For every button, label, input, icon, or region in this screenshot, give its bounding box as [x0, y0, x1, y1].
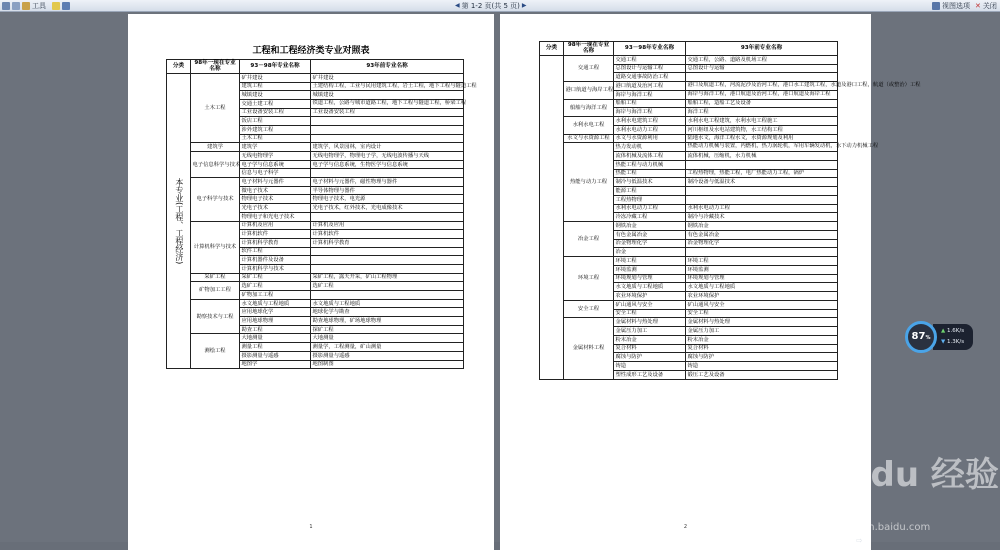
- print-icon[interactable]: [12, 2, 20, 10]
- major-93-98-cell: 钢铁冶金: [614, 222, 686, 231]
- table-row: [167, 152, 464, 161]
- major-before-93-cell: 热能动力机械与装置，内燃机，热力涡轮机，军用车辆发动机，水下动力机械工程: [686, 143, 838, 152]
- major-93-98-cell: 冶金物理化学: [614, 239, 686, 248]
- table-row: [540, 82, 838, 91]
- major-93-98-cell: 粉末冶金: [614, 335, 686, 344]
- major-93-98-cell: 港口航道及治河工程: [614, 82, 686, 91]
- major-before-93-cell: 光电子技术，红外技术，光电成像技术: [311, 204, 464, 213]
- major-before-93-cell: 船舶工程，造船工艺及设备: [686, 99, 838, 108]
- table-row: [167, 178, 464, 187]
- major-before-93-cell: 矿井建设: [311, 73, 464, 82]
- major-before-93-cell: 无线电物理学，物理电子学，无线电波传播与天线: [311, 152, 464, 161]
- group-name-cell: 电子信息科学与技术: [191, 152, 240, 178]
- group-name-cell: 土木工程: [191, 73, 240, 143]
- major-before-93-cell: 物理电子技术，电光源: [311, 195, 464, 204]
- group-name-cell: 环境工程: [564, 257, 614, 301]
- close-button[interactable]: 关闭: [982, 2, 997, 10]
- major-before-93-cell: 水文地质与工程地质: [686, 283, 838, 292]
- major-before-93-cell: 锻压工艺及设备: [686, 370, 838, 379]
- major-before-93-cell: 城镇建设: [311, 91, 464, 100]
- major-93-98-cell: 摄影测量与遥感: [240, 351, 311, 360]
- page-number-1: 1: [309, 524, 313, 530]
- header-before-93: 93年前专业名称: [311, 60, 464, 74]
- major-93-98-cell: 复合材料: [614, 344, 686, 353]
- major-before-93-cell: [686, 187, 838, 196]
- major-93-98-cell: 金属材料与热处理: [614, 318, 686, 327]
- page-arrow-icon[interactable]: ⇨: [856, 536, 863, 545]
- header-93-98: 93－98年专业名称: [614, 42, 686, 56]
- major-before-93-cell: [311, 169, 464, 178]
- table-row: [540, 55, 838, 64]
- major-before-93-cell: 铁道工程，公路与城市道路工程，地下工程与隧道工程，桥梁工程: [311, 99, 464, 108]
- major-before-93-cell: 海洋工程: [686, 108, 838, 117]
- major-before-93-cell: 勘查地球物理，矿场地球物理: [311, 317, 464, 326]
- group-name-cell: 水利水电工程: [564, 117, 614, 135]
- major-93-98-cell: 矿物加工工程: [240, 291, 311, 300]
- major-93-98-cell: 大地测量: [240, 334, 311, 343]
- major-before-93-cell: 制冷与冷藏技术: [686, 213, 838, 222]
- major-93-98-cell: 建筑学: [240, 143, 311, 152]
- major-93-98-cell: 计算机科学与技术: [240, 264, 311, 273]
- major-before-93-cell: 冶金物理化学: [686, 239, 838, 248]
- table-row: [167, 334, 464, 343]
- table-row: [167, 282, 464, 291]
- major-93-98-cell: 腐蚀与防护: [614, 353, 686, 362]
- major-93-98-cell: 无线电物理学: [240, 152, 311, 161]
- header-98-present: 98年一现在专业名称: [191, 60, 240, 74]
- header-category: 分类: [167, 60, 191, 74]
- major-93-98-cell: 海岸与海洋工程: [614, 108, 686, 117]
- major-93-98-cell: 计算机及应用: [240, 221, 311, 230]
- major-93-98-cell: 工程热物理: [614, 195, 686, 204]
- close-icon[interactable]: ✕: [975, 2, 981, 10]
- major-93-98-cell: 热能工程与动力机械: [614, 160, 686, 169]
- group-name-cell: 采矿工程: [191, 273, 240, 282]
- major-93-98-cell: 道路交通事故防治工程: [614, 73, 686, 82]
- major-before-93-cell: [686, 73, 838, 82]
- document-viewer[interactable]: [0, 12, 1000, 545]
- download-arrow-icon: ▼: [941, 339, 946, 345]
- major-93-98-cell: 应用地球物理: [240, 317, 311, 326]
- major-before-93-cell: [311, 134, 464, 143]
- toolbar-left: [2, 0, 70, 12]
- group-name-cell: 勘察技术与工程: [191, 299, 240, 334]
- major-93-98-cell: 涉外建筑工程: [240, 125, 311, 134]
- major-93-98-cell: 热能工程: [614, 169, 686, 178]
- group-name-cell: 安全工程: [564, 300, 614, 318]
- group-name-cell: 电子科学与技术: [191, 178, 240, 221]
- group-name-cell: 测绘工程: [191, 334, 240, 369]
- usage-unit: %: [925, 335, 931, 341]
- upload-speed: 1.6K/s: [946, 328, 965, 334]
- major-93-98-cell: 光电子技术: [240, 204, 311, 213]
- baidu-watermark-logo: Baidu 经验: [810, 455, 999, 495]
- table-row: [167, 73, 464, 82]
- major-93-98-cell: 环境监测: [614, 265, 686, 274]
- major-before-93-cell: 陆地水文，海洋工程水文，水资源规划及利用: [686, 134, 838, 143]
- major-before-93-cell: 农业环境保护: [686, 292, 838, 301]
- major-93-98-cell: 水利水电动力工程: [614, 125, 686, 134]
- major-before-93-cell: 半导体物理与器件: [311, 186, 464, 195]
- group-name-cell: 金属材料工程: [564, 318, 614, 379]
- header-before-93: 93年前专业名称: [686, 42, 838, 56]
- table-row: [167, 299, 464, 308]
- major-93-98-cell: 安全工程: [614, 309, 686, 318]
- major-before-93-cell: 计算机及应用: [311, 221, 464, 230]
- major-before-93-cell: 建筑学，风景园林，室内设计: [311, 143, 464, 152]
- major-before-93-cell: [311, 125, 464, 134]
- comparison-table-page-1: [166, 59, 477, 369]
- download-speed: 1.3K/s: [946, 339, 965, 345]
- major-before-93-cell: [311, 247, 464, 256]
- major-before-93-cell: 大地测量: [311, 334, 464, 343]
- table-row: [540, 117, 838, 126]
- group-name-cell: 冶金工程: [564, 222, 614, 257]
- major-93-98-cell: 流体机械及流体工程: [614, 152, 686, 161]
- comment-icon[interactable]: [62, 2, 70, 10]
- major-93-98-cell: 测量工程: [240, 343, 311, 352]
- major-before-93-cell: 环境规划与管理: [686, 274, 838, 283]
- major-before-93-cell: 金属材料与热处理: [686, 318, 838, 327]
- next-page-icon[interactable]: ▶: [521, 2, 527, 9]
- major-before-93-cell: 电子材料与元器件，磁性物理与器件: [311, 178, 464, 187]
- major-93-98-cell: 城镇建设: [240, 91, 311, 100]
- major-before-93-cell: 计算机科学教育: [311, 238, 464, 247]
- major-93-98-cell: 应用地球化学: [240, 308, 311, 317]
- major-before-93-cell: 环境工程: [686, 257, 838, 266]
- major-before-93-cell: [686, 160, 838, 169]
- group-name-cell: 矿物加工工程: [191, 282, 240, 299]
- major-93-98-cell: 交通土建工程: [240, 99, 311, 108]
- major-before-93-cell: 金属压力加工: [686, 327, 838, 336]
- major-before-93-cell: 工业设备安装工程: [311, 108, 464, 117]
- major-before-93-cell: 摄影测量与遥感: [311, 351, 464, 360]
- major-before-93-cell: 水利水电动力工程: [686, 204, 838, 213]
- tools-menu[interactable]: 工具: [32, 2, 46, 10]
- group-name-cell: 交通工程: [564, 55, 614, 81]
- group-name-cell: 热能与动力工程: [564, 143, 614, 222]
- major-93-98-cell: 矿井建设: [240, 73, 311, 82]
- major-93-98-cell: 计算机软件: [240, 230, 311, 239]
- speed-panel: [933, 324, 973, 350]
- major-93-98-cell: 有色金属冶金: [614, 230, 686, 239]
- major-before-93-cell: 安全工程: [686, 309, 838, 318]
- major-93-98-cell: 能源工程: [614, 187, 686, 196]
- major-before-93-cell: 测量学，工程测量，矿山测量: [311, 343, 464, 352]
- major-93-98-cell: 水文与水资源利用: [614, 134, 686, 143]
- major-before-93-cell: [311, 117, 464, 126]
- major-before-93-cell: [311, 212, 464, 221]
- category-vertical-label: 本专业(工程、工程经济): [174, 177, 184, 265]
- table-row: [540, 99, 838, 108]
- page-number-2: 2: [683, 524, 688, 530]
- major-93-98-cell: 土木工程: [240, 134, 311, 143]
- major-93-98-cell: 微电子技术: [240, 186, 311, 195]
- major-before-93-cell: 河川枢纽及水电站建筑物，水工结构工程: [686, 125, 838, 134]
- document-title: 工程和工程经济类专业对照表: [252, 46, 370, 56]
- major-before-93-cell: 制冷设备与低温技术: [686, 178, 838, 187]
- major-before-93-cell: 海岸与海洋工程，港口航道及治河工程，港口航道及海岸工程: [686, 90, 838, 99]
- group-name-cell: 水文与水资源工程: [564, 134, 614, 143]
- major-93-98-cell: 计算机器件及设备: [240, 256, 311, 265]
- major-93-98-cell: 水利水电建筑工程: [614, 117, 686, 126]
- major-before-93-cell: 计算机软件: [311, 230, 464, 239]
- major-before-93-cell: 土建结构工程，工业与民用建筑工程，岩土工程，地下工程与隧道工程: [311, 82, 464, 91]
- major-before-93-cell: 港口及航道工程，河流泥沙及治河工程，港口水工建筑工程，水道及港口工程，航道（或整治）工程: [686, 82, 838, 91]
- major-before-93-cell: 电子学与信息系统，生物医学与信息系统: [311, 160, 464, 169]
- major-before-93-cell: 工程热物理，热能工程，电厂热能动力工程，锅炉: [686, 169, 838, 178]
- major-93-98-cell: 地图学: [240, 360, 311, 369]
- header-98-present: 98年一现在专业名称: [564, 42, 614, 56]
- save-icon[interactable]: [2, 2, 10, 10]
- major-93-98-cell: 总图设计与运输工程: [614, 64, 686, 73]
- major-93-98-cell: 物理电子技术: [240, 195, 311, 204]
- tools-icon: [22, 2, 30, 10]
- major-before-93-cell: 探矿工程: [311, 325, 464, 334]
- major-before-93-cell: 钢铁冶金: [686, 222, 838, 231]
- category-cell: [167, 73, 191, 368]
- page-navigator: [455, 0, 527, 12]
- major-93-98-cell: 制冷与低温技术: [614, 178, 686, 187]
- major-93-98-cell: 船舶工程: [614, 99, 686, 108]
- usage-circle[interactable]: [905, 321, 937, 353]
- major-before-93-cell: 环境监测: [686, 265, 838, 274]
- header-category: 分类: [540, 42, 564, 56]
- usage-percent: 87: [911, 331, 926, 342]
- network-monitor-widget[interactable]: [905, 321, 973, 353]
- table-row: [167, 143, 464, 152]
- major-93-98-cell: 建筑工程: [240, 82, 311, 91]
- major-before-93-cell: 选矿工程: [311, 282, 464, 291]
- major-before-93-cell: 腐蚀与防护: [686, 353, 838, 362]
- group-name-cell: 计算机科学与技术: [191, 221, 240, 273]
- previous-page-icon[interactable]: ◀: [455, 2, 460, 9]
- major-93-98-cell: 信息与电子科学: [240, 169, 311, 178]
- toolbar: [0, 0, 1000, 12]
- major-93-98-cell: 环境规划与管理: [614, 274, 686, 283]
- table-row: [540, 143, 838, 152]
- major-before-93-cell: 交通工程，公路、道路及机场工程: [686, 55, 838, 64]
- group-name-cell: 船舶与海洋工程: [564, 99, 614, 117]
- major-93-98-cell: 计算机科学教育: [240, 238, 311, 247]
- major-before-93-cell: 复合材料: [686, 344, 838, 353]
- major-before-93-cell: [311, 264, 464, 273]
- category-cell: [540, 55, 564, 379]
- major-93-98-cell: 冷冻冷藏工程: [614, 213, 686, 222]
- major-93-98-cell: 物理电子和光电子技术: [240, 212, 311, 221]
- major-93-98-cell: 采矿工程: [240, 273, 311, 282]
- major-93-98-cell: 矿山通风与安全: [614, 300, 686, 309]
- major-before-93-cell: 总图设计与运输: [686, 64, 838, 73]
- major-93-98-cell: 交通工程: [614, 55, 686, 64]
- major-93-98-cell: 冶金: [614, 248, 686, 257]
- group-name-cell: 建筑学: [191, 143, 240, 152]
- major-93-98-cell: 塑性成形工艺及设备: [614, 370, 686, 379]
- major-93-98-cell: 软件工程: [240, 247, 311, 256]
- major-93-98-cell: 水利水电动力工程: [614, 204, 686, 213]
- major-before-93-cell: [311, 256, 464, 265]
- major-before-93-cell: 粉末冶金: [686, 335, 838, 344]
- major-93-98-cell: 电子学与信息系统: [240, 160, 311, 169]
- major-93-98-cell: 海岸与海洋工程: [614, 90, 686, 99]
- view-options-icon: [932, 2, 940, 10]
- major-93-98-cell: 勘查工程: [240, 325, 311, 334]
- table-row: [167, 273, 464, 282]
- page-1: [128, 14, 494, 550]
- major-before-93-cell: 铸造: [686, 362, 838, 371]
- major-93-98-cell: 环境工程: [614, 257, 686, 266]
- major-before-93-cell: 地图制图: [311, 360, 464, 369]
- major-before-93-cell: [311, 291, 464, 300]
- upload-arrow-icon: ▲: [941, 328, 946, 334]
- major-before-93-cell: 矿山通风与安全: [686, 300, 838, 309]
- table-row: [540, 257, 838, 266]
- major-93-98-cell: 工业设备安装工程: [240, 108, 311, 117]
- major-before-93-cell: 水文地质与工程地质: [311, 299, 464, 308]
- table-row: [540, 134, 838, 143]
- major-93-98-cell: 电子材料与元器件: [240, 178, 311, 187]
- table-row: [540, 318, 838, 327]
- toolbar-right: [932, 0, 997, 12]
- view-options-button[interactable]: 视图选项: [942, 2, 970, 10]
- major-before-93-cell: 流体机械，压缩机，水力机械: [686, 152, 838, 161]
- page-indicator[interactable]: 第 1-2 页(共 5 页): [461, 2, 520, 10]
- major-93-98-cell: 选矿工程: [240, 282, 311, 291]
- major-93-98-cell: 水文地质与工程地质: [240, 299, 311, 308]
- major-93-98-cell: 热力发动机: [614, 143, 686, 152]
- major-before-93-cell: [686, 195, 838, 204]
- major-93-98-cell: 金属压力加工: [614, 327, 686, 336]
- group-name-cell: 港口航道与海岸工程: [564, 82, 614, 100]
- table-row: [540, 300, 838, 309]
- major-before-93-cell: 水利水电工程建筑，水利水电工程施工: [686, 117, 838, 126]
- highlight-icon[interactable]: [52, 2, 60, 10]
- major-before-93-cell: 有色金属冶金: [686, 230, 838, 239]
- major-93-98-cell: 铸造: [614, 362, 686, 371]
- major-93-98-cell: 农业环境保护: [614, 292, 686, 301]
- major-before-93-cell: 采矿工程，露天开采，矿山工程物理: [311, 273, 464, 282]
- major-before-93-cell: 地球化学与勘查: [311, 308, 464, 317]
- baidu-watermark-url: jingyan.baidu.com: [838, 522, 931, 533]
- header-93-98: 93－98年专业名称: [240, 60, 311, 74]
- table-row: [167, 221, 464, 230]
- major-93-98-cell: 水文地质与工程地质: [614, 283, 686, 292]
- table-row: [540, 222, 838, 231]
- major-before-93-cell: [686, 248, 838, 257]
- major-93-98-cell: 饭店工程: [240, 117, 311, 126]
